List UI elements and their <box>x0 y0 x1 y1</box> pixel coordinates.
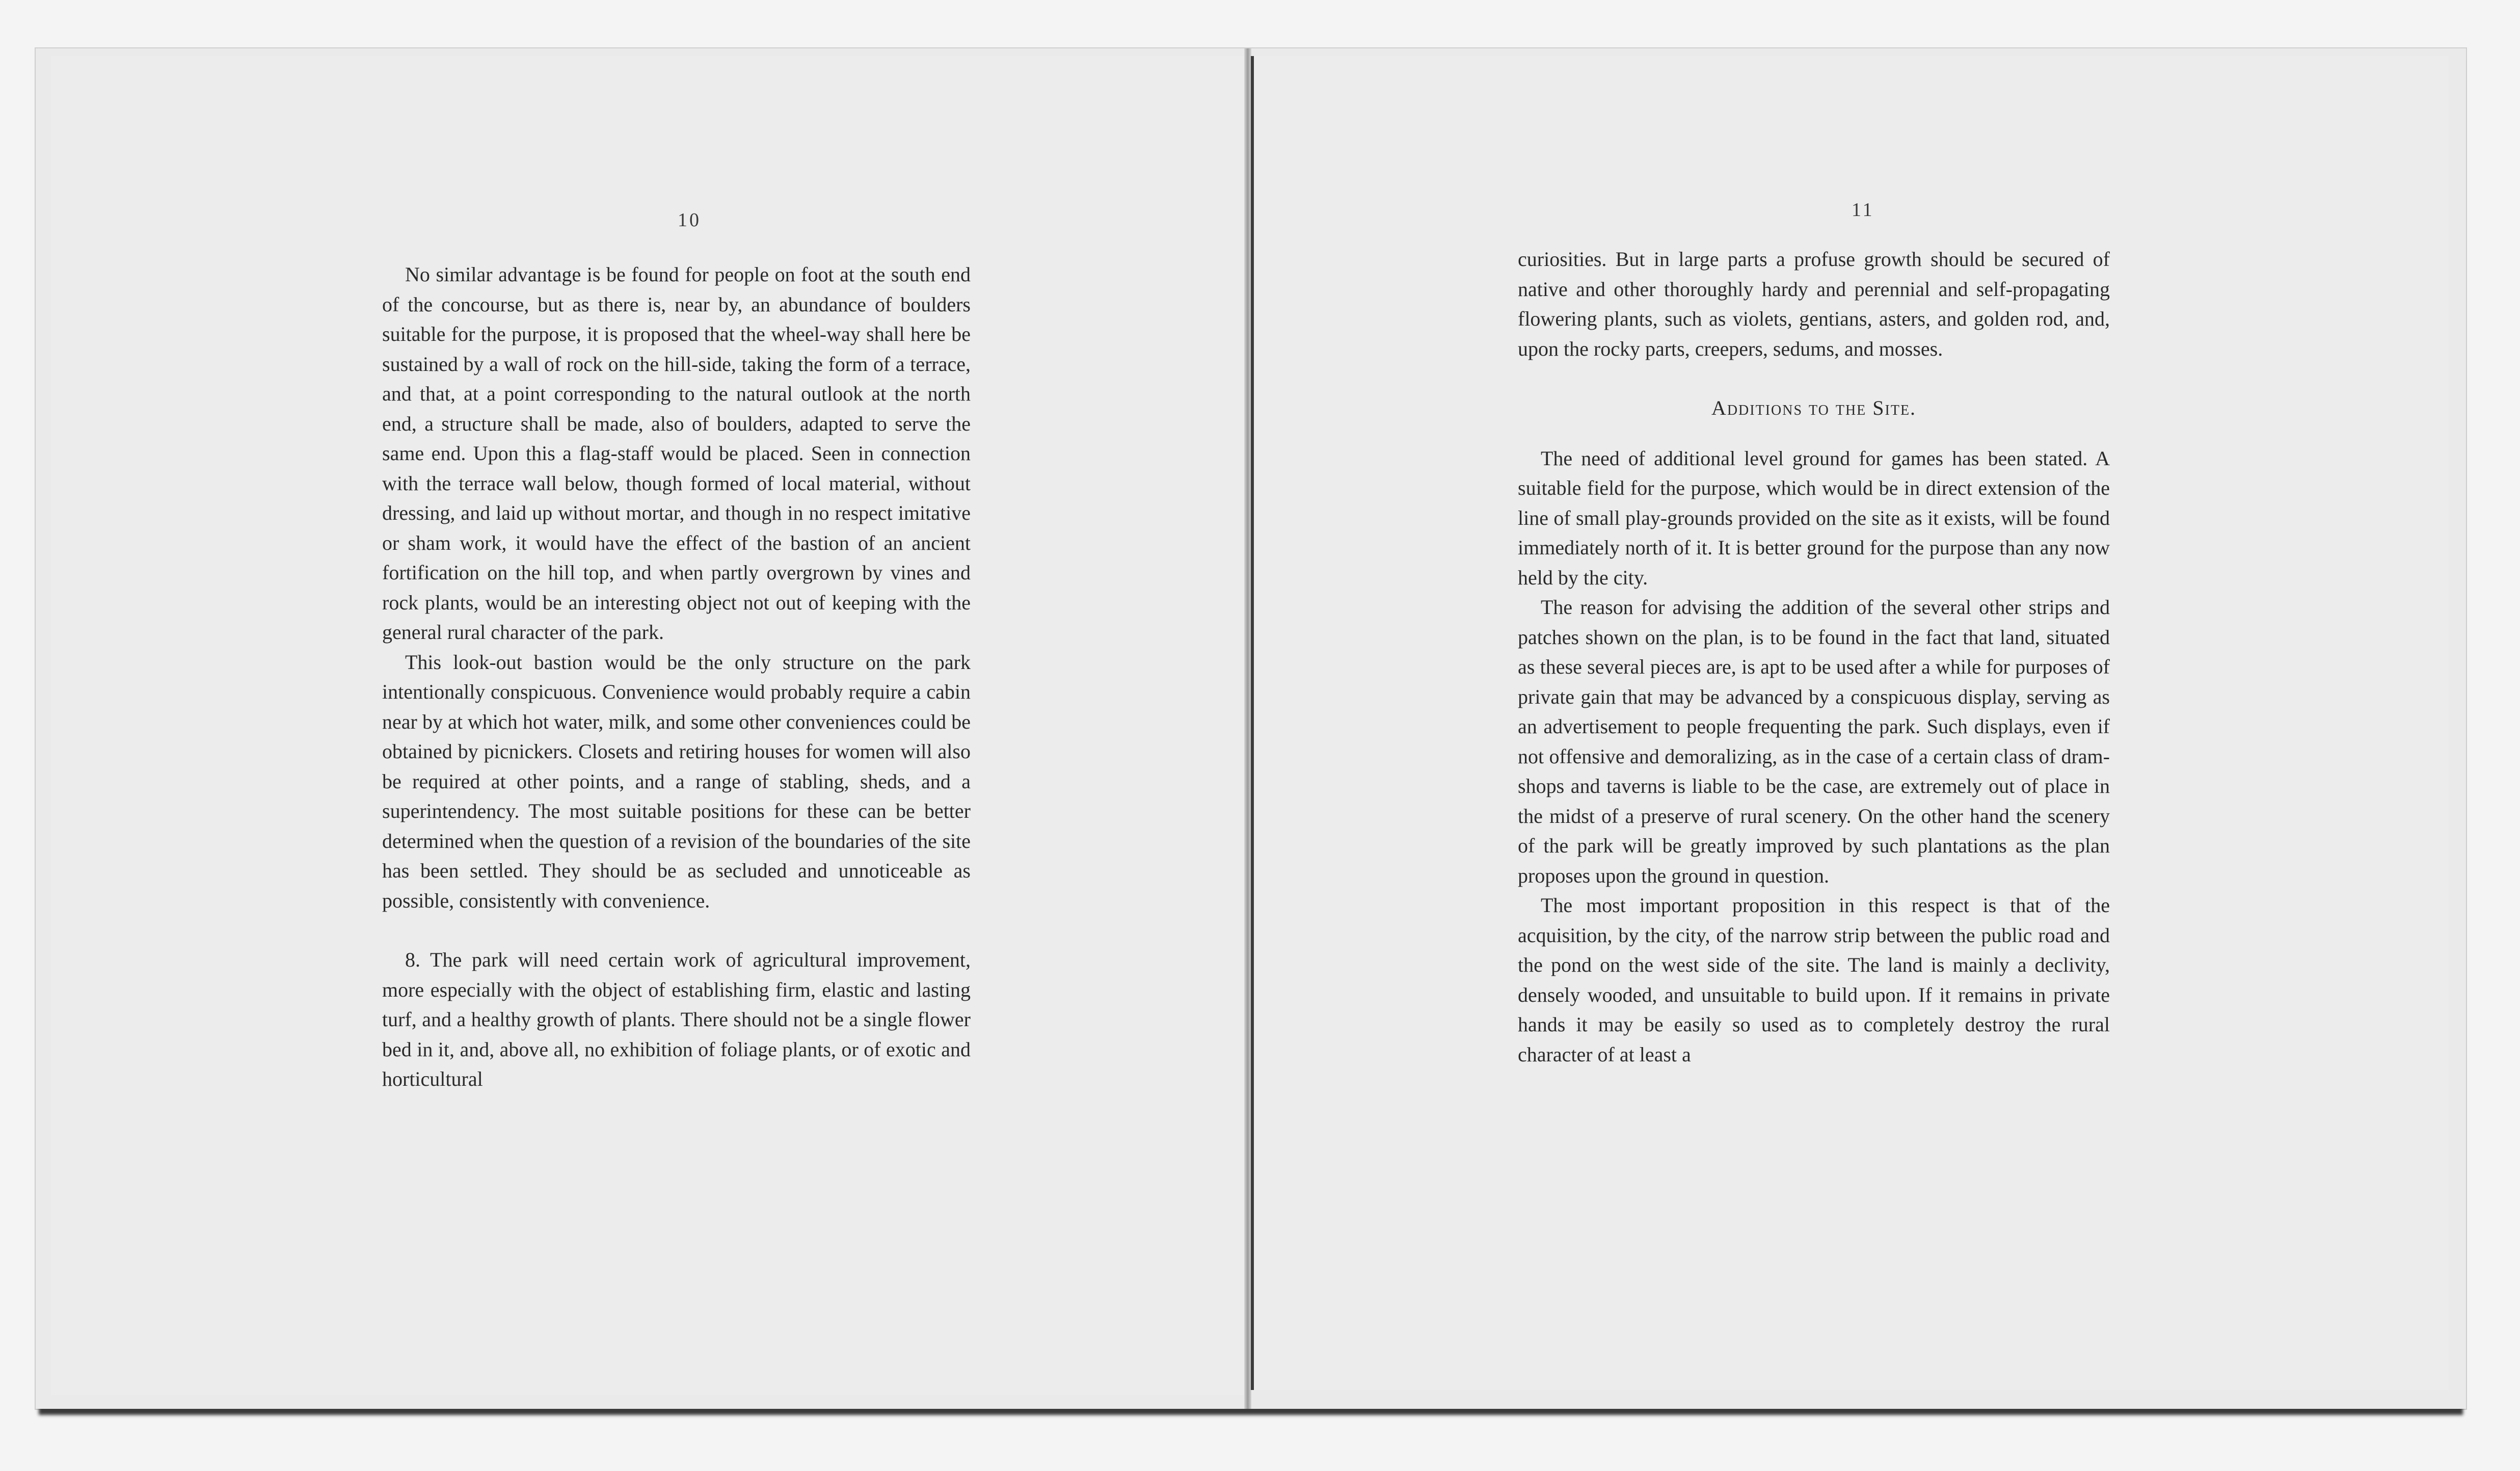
open-book <box>36 48 2466 1409</box>
section-heading: Additions to the Site. <box>1711 396 1917 419</box>
left-page <box>51 56 1246 1395</box>
left-page-text <box>382 260 971 1094</box>
page-number-left: 10 <box>678 209 701 231</box>
paragraph: The need of additional level ground for games has been stated. A suitable field for the purpose, which would be in direct extension of the line of small play-grounds provided on the site as it exists, will be found immediately north of it. It is better ground for the purpose than any now held by the city. <box>1518 446 2110 589</box>
right-page <box>1251 56 2449 1390</box>
page-number-right: 11 <box>1852 199 1874 221</box>
paragraph-continuation: curiosities. But in large parts a profuse growth should be secured of native and other thoroughly hardy and perennial and self-propagating flowering plants, such as violets, gentians, asters, and golden rod, and, upon the rocky parts, creepers, sedums, and mosses. <box>1518 248 2110 360</box>
book-spine <box>1244 48 1251 1409</box>
right-page-text <box>1518 245 2110 1069</box>
paragraph: No similar advantage is be found for people on foot at the south end of the concourse, but as there is, near by, an abundance of boulders suitable for the purpose, it is proposed that the wheel-way shall here be sustained by a wall of rock on the hill-side, taking the form of a terrace, and that, at a point corresponding to the natural outlook at the north end, a structure shall be made, also of boulders, adapted to serve the same end. Upon this a flag-staff would be placed. Seen in connection with the terrace wall below, though formed of local material, without dressing, and laid up without mortar, and though in no respect imitative or sham work, it would have the effect of the bastion of an ancient fortification on the hill top, and when partly overgrown by vines and rock plants, would be an interesting object not out of keeping with the general rural character of the park. <box>382 263 971 644</box>
paragraph: The reason for advising the addition of the several other strips and patches shown on the plan, is to be found in the fact that land, situated as these several pieces are, is apt to be used after a while for purposes of private gain that may be advanced by a conspicuous display, serving as an advertisement to people frequenting the park. Such displays, even if not offensive and demoralizing, as in the case of a certain class of dram-shops and taverns is liable to be the case, are extremely out of place in the midst of a preserve of rural scenery. On the other hand the scenery of the park will be greatly improved by such plantations as the plan proposes upon the ground in question. <box>1518 596 2110 887</box>
paragraph: The most important proposition in this respect is that of the acquisition, by the city, of the narrow strip between the public road and the pond on the west side of the site. The land is mainly a declivity, densely wooded, and unsuitable to build upon. If it remains in private hands it may be easily so used as to completely destroy the rural character of at least a <box>1518 894 2110 1066</box>
paragraph: 8. The park will need certain work of agricultural improvement, more especially with the object of establishing firm, elastic and lasting turf, and a healthy growth of plants. There should not be a single flower bed in it, and, above all, no exhibition of foliage plants, or of exotic and horticultural <box>382 948 971 1090</box>
paragraph: This look-out bastion would be the only structure on the park intentionally conspicuous. Convenience would probably require a cabin near by at which hot water, milk, and some other conveniences could be obtained by picnickers. Closets and retiring houses for women will also be required at other points, and a range of stabling, sheds, and a superintendency. The most suitable positions for these can be better determined when the question of a revision of the boundaries of the site has been settled. They should be as secluded and unnoticeable as possible, consistently with convenience. <box>382 650 971 912</box>
